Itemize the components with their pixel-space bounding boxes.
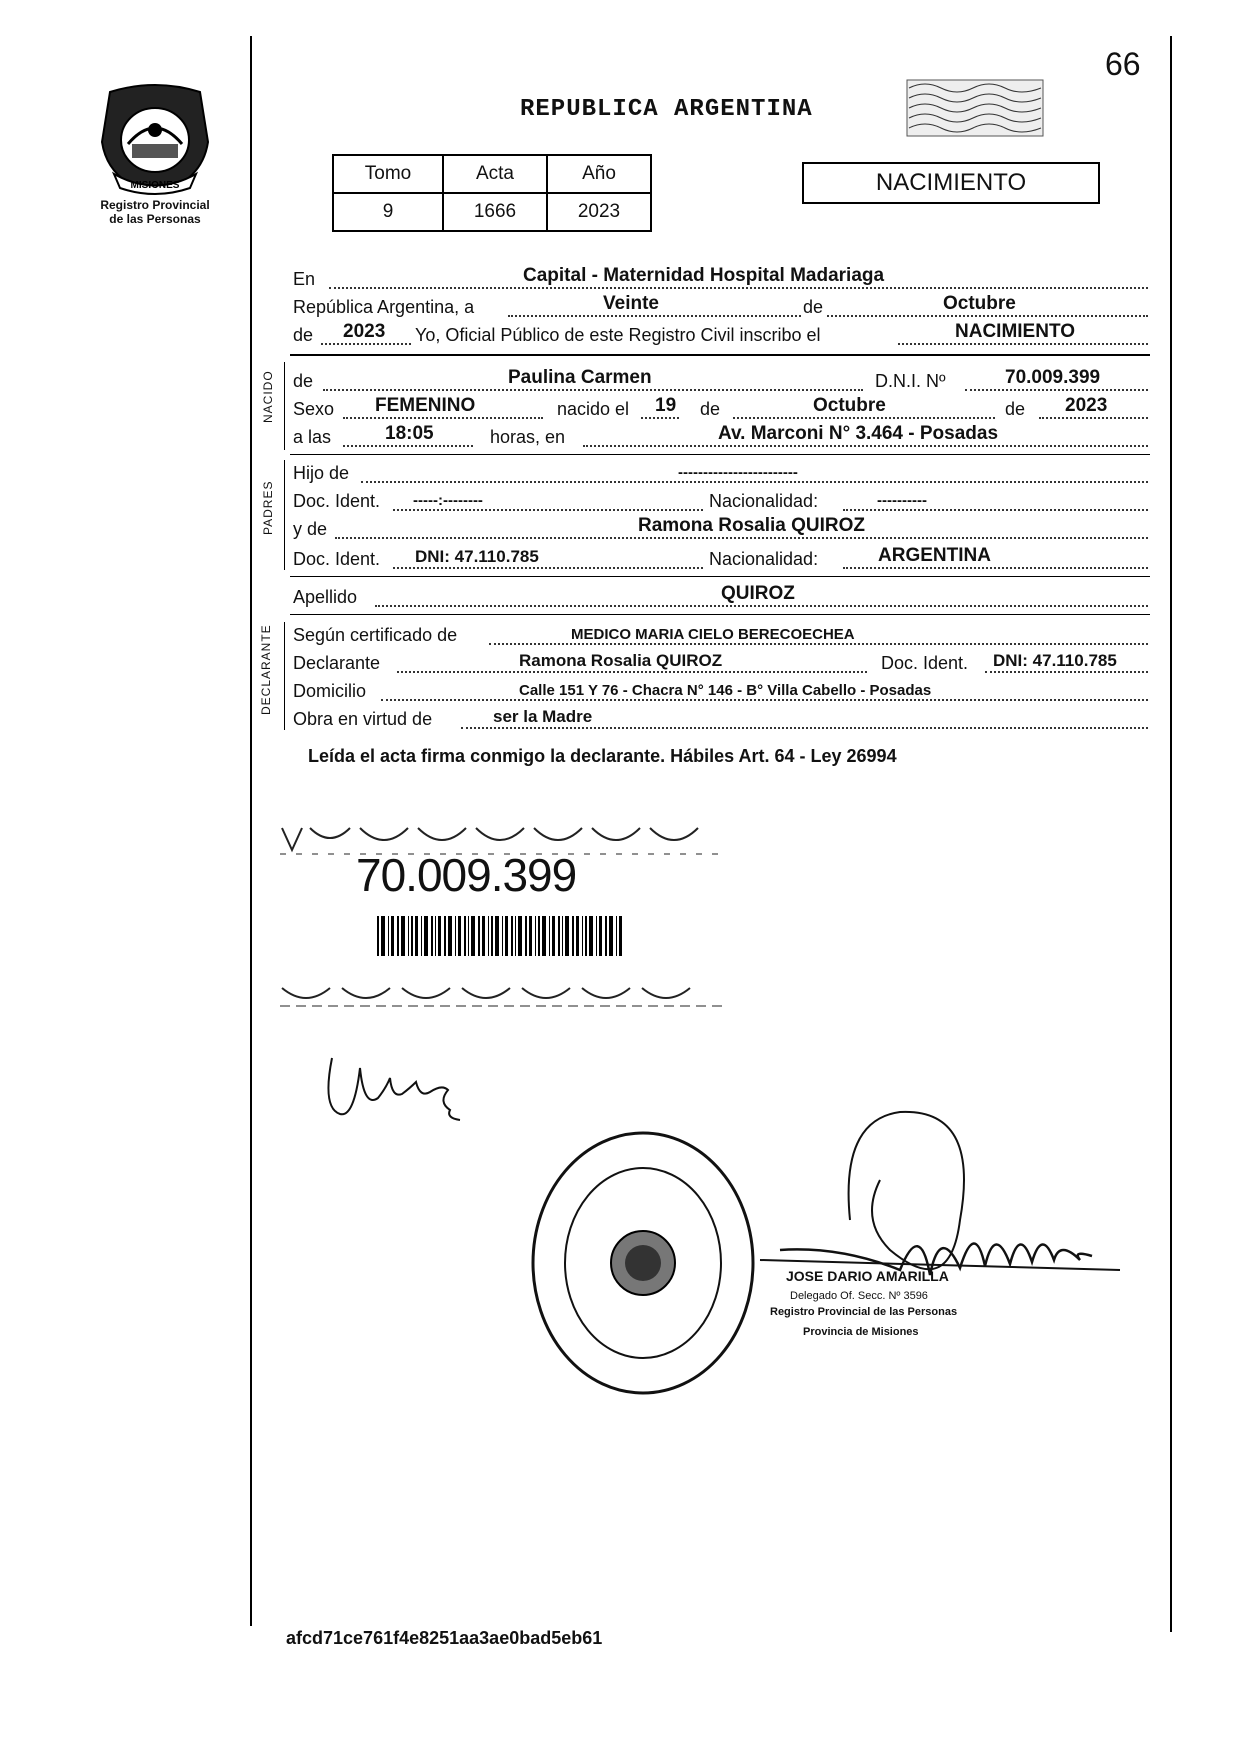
logo-caption xyxy=(80,198,230,226)
tomo-header: Tomo xyxy=(333,155,443,193)
separator-padres xyxy=(290,576,1150,577)
logo-caption-line2: de las Personas xyxy=(109,212,201,226)
padres-side-label: PADRES xyxy=(261,480,275,535)
doc-ident-label-3: Doc. Ident. xyxy=(881,653,969,673)
reading-note: Leída el acta firma conmigo la declarante. Hábiles Art. 64 - Ley 26994 xyxy=(308,746,897,766)
en-label: En xyxy=(293,269,316,289)
nacionalidad-label: Nacionalidad: xyxy=(709,491,819,511)
declarante-side-label: DECLARANTE xyxy=(259,624,273,715)
barcode-bars-icon xyxy=(377,916,622,956)
declarante-bracket xyxy=(284,622,285,730)
row-nacido-name xyxy=(293,366,1148,394)
separator-apellido xyxy=(290,614,1150,615)
de-label-2: de xyxy=(700,399,721,419)
separator-line xyxy=(290,354,1150,356)
declarant-doc-value: DNI: 47.110.785 xyxy=(993,651,1117,670)
row-time xyxy=(293,422,1148,450)
row-obra xyxy=(293,704,1148,732)
segun-label: Según certificado de xyxy=(293,625,458,645)
month-value: Octubre xyxy=(943,293,1016,314)
nacido-side-label: NACIDO xyxy=(261,370,275,423)
de2-label: de xyxy=(293,325,314,345)
day-value: Veinte xyxy=(603,293,659,314)
declarant-signature-icon xyxy=(320,1038,470,1128)
nacido-el-label: nacido el xyxy=(557,399,630,419)
right-border-line xyxy=(1170,36,1172,1632)
mother-doc-value: DNI: 47.110.785 xyxy=(415,547,539,566)
row-segun xyxy=(293,620,1148,648)
certificate-value: MEDICO MARIA CIELO BERECOECHEA xyxy=(571,626,855,643)
sexo-label: Sexo xyxy=(293,399,335,419)
row-place xyxy=(293,264,1148,292)
horas-en-label: horas, en xyxy=(490,427,566,447)
official-role-1: Delegado Of. Secc. Nº 3596 xyxy=(790,1290,928,1302)
republica-label: República Argentina, a xyxy=(293,297,475,317)
security-pattern-icon xyxy=(905,78,1045,138)
row-y-de xyxy=(293,514,1148,542)
acta-header: Acta xyxy=(443,155,547,193)
separator-nacido xyxy=(290,454,1150,455)
official-role-2: Registro Provincial de las Personas xyxy=(770,1306,958,1318)
inscribo-text: Yo, Oficial Público de este Registro Civil inscribo el xyxy=(415,325,821,345)
misiones-coat-of-arms-icon xyxy=(90,82,220,197)
official-signature-icon xyxy=(720,1100,1140,1340)
page-number: 66 xyxy=(1105,46,1141,82)
nacido-name-value: Paulina Carmen xyxy=(508,367,652,388)
barcode-pattern-bottom-icon xyxy=(280,988,725,1006)
padres-bracket xyxy=(284,460,285,570)
country-title: REPUBLICA ARGENTINA xyxy=(520,96,813,123)
birth-month-value: Octubre xyxy=(813,395,886,416)
event-value: NACIMIENTO xyxy=(955,321,1075,342)
barcode-number: 70.009.399 xyxy=(356,849,577,901)
row-year xyxy=(293,320,1148,348)
row-sexo xyxy=(293,394,1148,422)
obra-label: Obra en virtud de xyxy=(293,709,433,729)
row-mother-doc xyxy=(293,544,1148,572)
a-las-label: a las xyxy=(293,427,332,447)
sexo-value: FEMENINO xyxy=(375,395,476,416)
row-date xyxy=(293,292,1148,320)
doc-ident-label: Doc. Ident. xyxy=(293,491,381,511)
dni-label: D.N.I. Nº xyxy=(875,371,946,391)
anio-value: 2023 xyxy=(547,193,651,231)
logo-caption-line1: Registro Provincial xyxy=(100,198,210,212)
year-value: 2023 xyxy=(343,321,386,342)
birth-day-value: 19 xyxy=(655,395,677,416)
apellido-value: QUIROZ xyxy=(721,583,795,604)
registry-table xyxy=(332,154,652,232)
svg-text:MISIONES: MISIONES xyxy=(130,180,180,191)
anio-header: Año xyxy=(547,155,651,193)
document-hash: afcd71ce761f4e8251aa3ae0bad5eb61 xyxy=(286,1628,603,1648)
hijo-de-label: Hijo de xyxy=(293,463,350,483)
declarante-label: Declarante xyxy=(293,653,381,673)
mother-nationality-value: ARGENTINA xyxy=(878,545,991,566)
de-label-3: de xyxy=(1005,399,1026,419)
official-name: JOSE DARIO AMARILLA xyxy=(786,1268,949,1284)
apellido-label: Apellido xyxy=(293,587,358,607)
time-value: 18:05 xyxy=(385,423,434,444)
domicilio-label: Domicilio xyxy=(293,681,367,701)
tomo-value: 9 xyxy=(333,193,443,231)
doc-ident-label-2: Doc. Ident. xyxy=(293,549,381,569)
row-declarante xyxy=(293,648,1148,676)
row-apellido xyxy=(293,582,1148,610)
address-value: Calle 151 Y 76 - Chacra N° 146 - B° Villa Cabello - Posadas xyxy=(519,682,932,699)
birth-year-value: 2023 xyxy=(1065,395,1108,416)
row-father-doc xyxy=(293,486,1148,514)
acta-value: 1666 xyxy=(443,193,547,231)
record-type-box: NACIMIENTO xyxy=(802,162,1100,204)
row-domicilio xyxy=(293,676,1148,704)
obra-value: ser la Madre xyxy=(493,707,593,726)
declarant-name-value: Ramona Rosalia QUIROZ xyxy=(519,651,723,670)
de-label-nacido: de xyxy=(293,371,314,391)
dni-value: 70.009.399 xyxy=(1005,367,1101,388)
row-hijo-de xyxy=(293,458,1148,486)
y-de-label: y de xyxy=(293,519,328,539)
nacido-bracket xyxy=(284,362,285,450)
place-value: Capital - Maternidad Hospital Madariaga xyxy=(523,265,885,286)
birth-place-value: Av. Marconi N° 3.464 - Posadas xyxy=(718,423,999,444)
father-nationality-value: ---------- xyxy=(877,492,927,509)
father-name-value: ------------------------ xyxy=(678,464,798,481)
left-border-line xyxy=(250,36,252,1626)
de-label: de xyxy=(803,297,824,317)
mother-name-value: Ramona Rosalia QUIROZ xyxy=(638,515,865,536)
father-doc-value: -----:-------- xyxy=(413,492,483,509)
official-role-3: Provincia de Misiones xyxy=(803,1326,919,1338)
nacionalidad-label-2: Nacionalidad: xyxy=(709,549,819,569)
